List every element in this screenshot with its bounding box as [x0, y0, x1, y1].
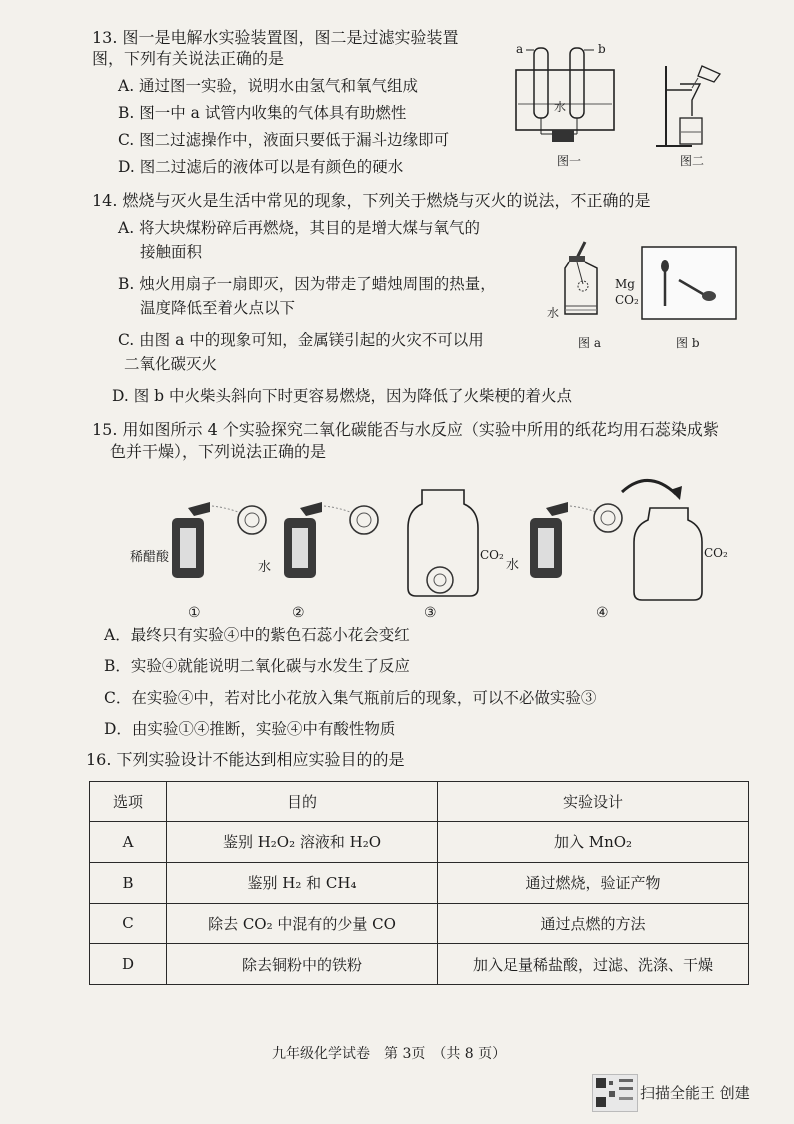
table-cell-purpose: 鉴别 H₂ 和 CH₄	[167, 862, 438, 903]
q15-label-acid: 稀醋酸	[130, 550, 170, 565]
q15-option-d: D．由实验①④推断，实验④中有酸性物质	[104, 720, 396, 738]
table-cell-option: C	[90, 903, 167, 944]
figb-caption: 图 b	[676, 336, 700, 350]
table-header-design: 实验设计	[438, 782, 749, 822]
fig1-label-a: a	[516, 42, 524, 56]
figa-caption: 图 a	[578, 336, 601, 350]
table-cell-design: 加入 MnO₂	[438, 822, 749, 863]
scanner-watermark: 扫描全能王 创建	[640, 1084, 750, 1102]
q16-stem: 16. 下列实验设计不能达到相应实验目的的是	[86, 750, 405, 769]
q15-num-1: ①	[188, 605, 201, 621]
q13-option-c: C. 图二过滤操作中，液面只要低于漏斗边缘即可	[118, 131, 450, 149]
q15-label-water-4: 水	[506, 558, 520, 573]
q16-table	[89, 781, 749, 985]
table-row	[90, 822, 749, 863]
table-row	[90, 944, 749, 985]
table-cell-purpose: 除去 CO₂ 中混有的少量 CO	[167, 903, 438, 944]
table-cell-option: D	[90, 944, 167, 985]
figure-b-matches	[641, 246, 737, 320]
table-cell-design: 通过点燃的方法	[438, 903, 749, 944]
q15-label-co2-4: CO₂	[704, 546, 728, 560]
q13-stem-line2: 图，下列有关说法正确的是	[92, 49, 285, 68]
table-cell-purpose: 鉴别 H₂O₂ 溶液和 H₂O	[167, 822, 438, 863]
q14-option-b-line1: B. 烛火用扇子一扇即灭，因为带走了蜡烛周围的热量，	[118, 275, 496, 293]
figure-a-mg-burning	[545, 240, 639, 320]
q15-num-2: ②	[292, 605, 305, 621]
fig2-caption: 图二	[680, 154, 705, 168]
q14-option-b-line2: 温度降低至着火点以下	[140, 299, 296, 317]
qr-code-icon	[592, 1074, 638, 1112]
table-header-row	[90, 782, 749, 822]
q13-stem-line1: 13. 图一是电解水实验装置图，图二是过滤实验装置	[92, 28, 459, 47]
q13-option-a: A. 通过图一实验，说明水由氢气和氧气组成	[118, 77, 419, 95]
q15-num-4: ④	[596, 605, 609, 621]
q15-experiments-figure	[128, 468, 728, 608]
table-cell-design: 通过燃烧，验证产物	[438, 862, 749, 903]
figa-label-co2: CO₂	[615, 293, 639, 307]
q13-option-d: D. 图二过滤后的液体可以是有颜色的硬水	[118, 158, 404, 176]
q14-option-a-line1: A. 将大块煤粉碎后再燃烧，其目的是增大煤与氧气的	[118, 219, 481, 237]
q15-num-3: ③	[424, 605, 437, 621]
table-header-purpose: 目的	[167, 782, 438, 822]
table-cell-option: B	[90, 862, 167, 903]
figa-label-mg: Mg	[615, 277, 635, 291]
table-header-option: 选项	[90, 782, 167, 822]
q13-option-b: B. 图一中 a 试管内收集的气体具有助燃性	[118, 104, 407, 122]
q14-option-c-line2: 二氧化碳灭火	[124, 355, 218, 373]
q14-stem: 14. 燃烧与灭火是生活中常见的现象，下列关于燃烧与灭火的说法，不正确的是	[92, 191, 651, 210]
electrolysis-figure	[508, 38, 623, 148]
q15-option-c: C．在实验④中，若对比小花放入集气瓶前后的现象，可以不必做实验③	[104, 689, 597, 707]
table-row	[90, 862, 749, 903]
table-cell-purpose: 除去铜粉中的铁粉	[167, 944, 438, 985]
fig1-label-b: b	[598, 42, 606, 56]
filtration-figure	[652, 60, 732, 152]
page-footer: 九年级化学试卷 第 3页 （共 8 页）	[272, 1046, 507, 1062]
table-cell-design: 加入足量稀盐酸，过滤、洗涤、干燥	[438, 944, 749, 985]
q14-option-c-line1: C. 由图 a 中的现象可知，金属镁引起的火灾不可以用	[118, 331, 484, 349]
q15-label-water-2: 水	[258, 560, 272, 575]
table-row	[90, 903, 749, 944]
q15-stem-line2: 色并干燥），下列说法正确的是	[110, 442, 327, 461]
q15-stem-line1: 15. 用如图所示 4 个实验探究二氧化碳能否与水反应（实验中所用的纸花均用石蕊染成紫	[92, 420, 719, 439]
q14-option-a-line2: 接触面积	[140, 243, 203, 261]
q15-option-a: A．最终只有实验④中的紫色石蕊小花会变红	[104, 626, 410, 644]
fig1-caption: 图一	[557, 154, 582, 168]
q15-option-b: B．实验④就能说明二氧化碳与水发生了反应	[104, 657, 410, 675]
table-cell-option: A	[90, 822, 167, 863]
fig1-label-water: 水	[554, 100, 567, 114]
figa-label-water: 水	[547, 306, 560, 320]
q15-label-co2-3: CO₂	[480, 548, 504, 562]
q14-option-d: D. 图 b 中火柴头斜向下时更容易燃烧，因为降低了火柴梗的着火点	[112, 387, 573, 405]
